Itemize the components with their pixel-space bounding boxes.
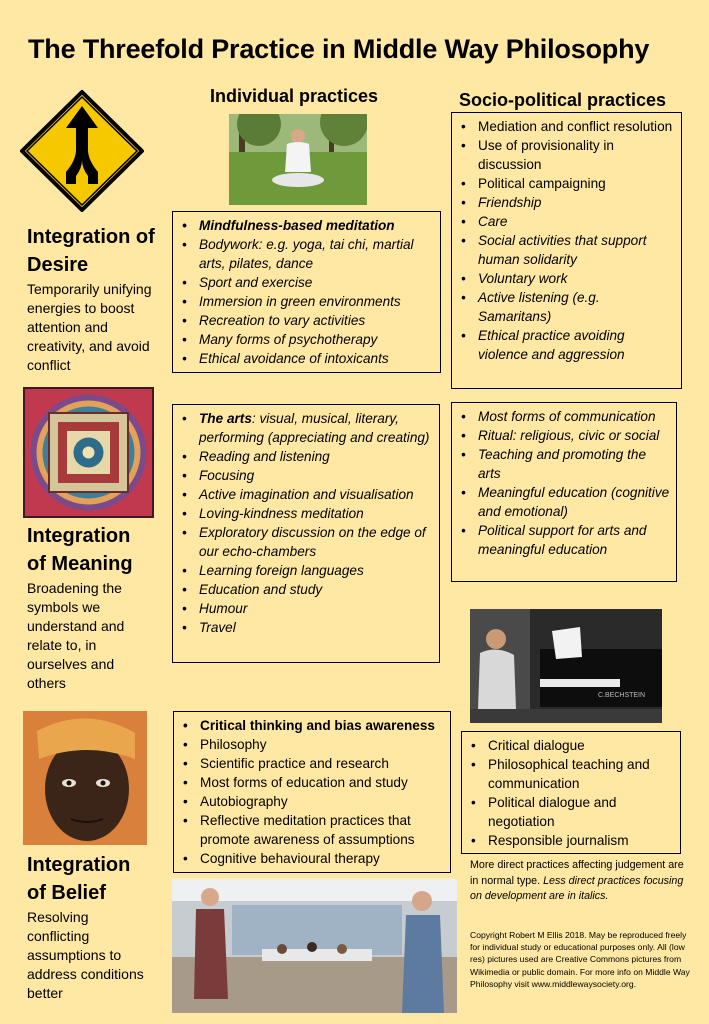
meaning-desc-line: ourselves and xyxy=(27,656,115,672)
meaning-desc-line: symbols we xyxy=(27,599,101,615)
belief-socio-box xyxy=(461,731,681,854)
practice-item: • Voluntary work xyxy=(478,269,675,288)
practice-item: • Ethical practice avoiding violence and aggression xyxy=(478,326,675,364)
meaning-title xyxy=(27,522,133,578)
practice-item-text: : visual, musical, literary, performing (appreciating and creating) xyxy=(199,411,430,445)
practice-item: • Cognitive behavioural therapy xyxy=(200,849,444,868)
practice-item: • Bodywork: e.g. yoga, tai chi, martial arts, pilates, dance xyxy=(199,235,434,273)
desire-title-line1: Integration of xyxy=(27,226,155,248)
desire-individual-list xyxy=(173,212,440,368)
merge-sign-icon xyxy=(18,88,146,214)
practice-item: • Political support for arts and meaningful education xyxy=(478,521,670,559)
practice-item: • Most forms of communication xyxy=(478,407,670,426)
belief-desc-line: conflicting xyxy=(27,928,90,944)
practice-item: • Ritual: religious, civic or social xyxy=(478,426,670,445)
meaning-individual-list xyxy=(173,405,439,637)
meditation-photo xyxy=(229,114,367,205)
practice-item: • Critical thinking and bias awareness xyxy=(200,716,444,735)
piano-brand-label: C.BECHSTEIN xyxy=(598,692,646,699)
practice-item: • Scientific practice and research xyxy=(200,754,444,773)
practice-item: • Meaningful education (cognitive and emotional) xyxy=(478,483,670,521)
practice-item: • Education and study xyxy=(199,580,433,599)
practice-item: • Care xyxy=(478,212,675,231)
practice-item: • Many forms of psychotherapy xyxy=(199,330,434,349)
meaning-desc-line: relate to, in xyxy=(27,637,97,653)
desire-desc-line: creativity, and avoid xyxy=(27,338,150,354)
typeface-note-italic: Less direct practices focusing on development are in italics. xyxy=(470,874,684,902)
meaning-socio-list xyxy=(452,403,676,559)
typeface-note xyxy=(470,858,690,905)
practice-item: • Autobiography xyxy=(200,792,444,811)
practice-item: • Social activities that support human solidarity xyxy=(478,231,675,269)
meaning-desc-line: Broadening the xyxy=(27,580,122,596)
meaning-title-line1: Integration xyxy=(27,525,131,547)
meaning-title-line2: of Meaning xyxy=(27,553,133,575)
desire-desc-line: conflict xyxy=(27,357,71,373)
practice-item: • Responsible journalism xyxy=(488,831,674,850)
desire-socio-list xyxy=(452,113,681,364)
practice-item: • Sport and exercise xyxy=(199,273,434,292)
portrait-photo xyxy=(23,711,147,845)
practice-item: • Teaching and promoting the arts xyxy=(478,445,670,483)
practice-item: • Mindfulness-based meditation xyxy=(199,216,434,235)
practice-item: • Reading and listening xyxy=(199,447,433,466)
practice-item-lead: The arts xyxy=(199,411,252,426)
classroom-photo xyxy=(172,879,457,1013)
practice-item: • Humour xyxy=(199,599,433,618)
practice-item xyxy=(199,409,433,447)
practice-item: • Reflective meditation practices that promote awareness of assumptions xyxy=(200,811,444,849)
practice-item: • Political dialogue and negotiation xyxy=(488,793,674,831)
practice-item: • Political campaigning xyxy=(478,174,675,193)
piano-photo xyxy=(470,609,662,723)
meaning-individual-box xyxy=(172,404,440,663)
socio-political-practices-header: Socio-political practices xyxy=(459,90,667,110)
belief-desc-line: assumptions to xyxy=(27,947,122,963)
belief-title-line1: Integration xyxy=(27,854,131,876)
belief-desc-line: address conditions xyxy=(27,966,144,982)
desire-desc-line: Temporarily unifying xyxy=(27,281,152,297)
belief-socio-list xyxy=(462,732,680,850)
practice-item: • Most forms of education and study xyxy=(200,773,444,792)
practice-item: • Learning foreign languages xyxy=(199,561,433,580)
meaning-desc-line: understand and xyxy=(27,618,125,634)
practice-item: • Travel xyxy=(199,618,433,637)
belief-description xyxy=(27,908,144,1003)
desire-title xyxy=(27,223,155,279)
page-title: The Threefold Practice in Middle Way Philosophy xyxy=(28,34,650,64)
desire-desc-line: energies to boost xyxy=(27,300,135,316)
belief-individual-box xyxy=(173,711,451,873)
individual-practices-header: Individual practices xyxy=(210,86,379,106)
desire-desc-line: attention and xyxy=(27,319,108,335)
practice-item: • Mediation and conflict resolution xyxy=(478,117,675,136)
belief-title xyxy=(27,851,130,907)
copyright-notice: Copyright Robert M Ellis 2018. May be reproduced freely for individual study or educational purposes only. All (low res) pictures used are Creative Commons pictures from Wikimedia or public domain. For more info on Middle Way Philosophy visit www.middlewaysociety.org. xyxy=(470,930,690,989)
belief-individual-list xyxy=(174,712,450,868)
practice-item: • Immersion in green environments xyxy=(199,292,434,311)
practice-item: • Philosophy xyxy=(200,735,444,754)
practice-item: • Focusing xyxy=(199,466,433,485)
practice-item: • Critical dialogue xyxy=(488,736,674,755)
meaning-desc-line: others xyxy=(27,675,66,691)
practice-item: • Philosophical teaching and communication xyxy=(488,755,674,793)
practice-item: • Loving-kindness meditation xyxy=(199,504,433,523)
desire-socio-box xyxy=(451,112,682,389)
practice-item: • Active imagination and visualisation xyxy=(199,485,433,504)
belief-title-line2: of Belief xyxy=(27,882,106,904)
desire-description xyxy=(27,280,152,375)
practice-item: • Use of provisionality in discussion xyxy=(478,136,675,174)
practice-item: • Active listening (e.g. Samaritans) xyxy=(478,288,675,326)
practice-item: • Ethical avoidance of intoxicants xyxy=(199,349,434,368)
meaning-socio-box xyxy=(451,402,677,582)
desire-individual-box xyxy=(172,211,441,373)
meaning-description xyxy=(27,579,124,693)
practice-item: • Exploratory discussion on the edge of our echo-chambers xyxy=(199,523,433,561)
typeface-note-normal: More direct practices affecting judgement are in normal type. xyxy=(470,859,684,887)
practice-item: • Recreation to vary activities xyxy=(199,311,434,330)
desire-title-line2: Desire xyxy=(27,254,89,276)
belief-desc-line: better xyxy=(27,985,63,1001)
belief-desc-line: Resolving xyxy=(27,909,89,925)
mandala-image xyxy=(23,387,154,518)
practice-item: • Friendship xyxy=(478,193,675,212)
